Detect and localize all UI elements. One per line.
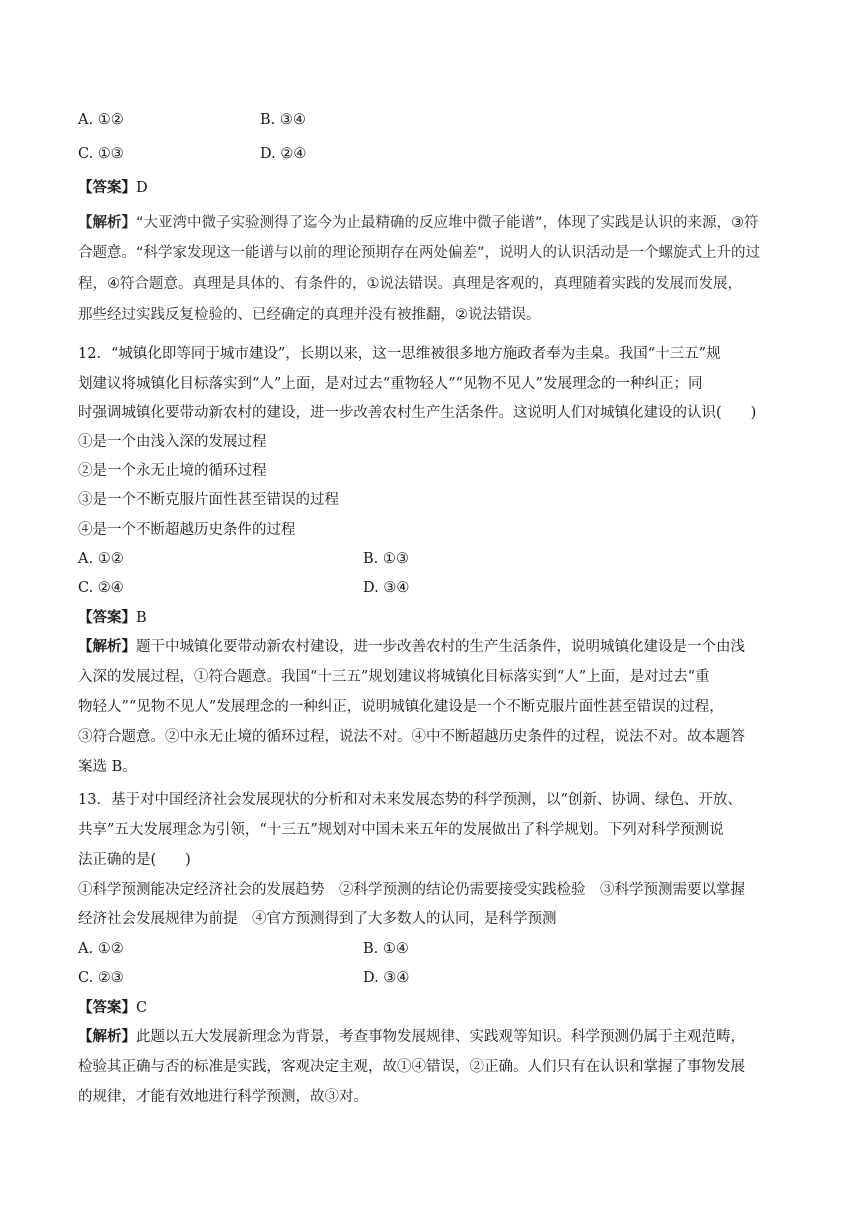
answer-value: B bbox=[136, 610, 147, 626]
q11-analysis-line: 【解析】“大亚湾中微子实验测得了迄今为止最精确的反应堆中微子能谱”，体现了实践是认识的来源，③符 bbox=[78, 215, 759, 231]
q11-answer bbox=[78, 178, 148, 198]
q13-analysis-line: 的规律，才能有效地进行科学预测，故③对。 bbox=[78, 1089, 368, 1105]
q13-stem-line: 13．基于对中国经济社会发展现状的分析和对未来发展态势的科学预测，以“创新、协调、绿色、开放、 bbox=[78, 792, 742, 808]
q12-analysis-line: 物轻人”“见物不见人”发展理念的一种纠正，说明城镇化建设是一个不断克服片面性甚至错误的过程， bbox=[78, 699, 724, 715]
answer-value: C bbox=[136, 1000, 148, 1016]
q11-option-a: A. ①② bbox=[78, 112, 124, 128]
q12-stem-line: 12．“城镇化即等同于城市建设”，长期以来，这一思维被很多地方施政者奉为圭臬。我国“十三五”规 bbox=[78, 346, 721, 362]
q12-answer bbox=[78, 608, 147, 628]
q12-stem-line: 时强调城镇化要带动新农村的建设，进一步改善农村生产生活条件。这说明人们对城镇化建设的认识( ) bbox=[78, 405, 757, 421]
q12-stem-line: 划建议将城镇化目标落实到“人”上面，是对过去“重物轻人”“见物不见人”发展理念的一种纠正；同 bbox=[78, 376, 703, 392]
q12-statement: ③是一个不断克服片面性甚至错误的过程 bbox=[78, 492, 339, 508]
q13-analysis-line: 【解析】此题以五大发展新理念为背景，考查事物发展规律、实践观等知识。科学预测仍属于主观范畴， bbox=[78, 1028, 745, 1045]
q11-analysis-line: 程，④符合题意。真理是具体的、有条件的，①说法错误。真理是客观的，真理随着实践的发展而发展， bbox=[78, 276, 742, 292]
q12-analysis-line: 【解析】题干中城镇化要带动新农村建设，进一步改善农村的生产生活条件，说明城镇化建设是一个由浅 bbox=[78, 638, 745, 655]
q13-option-c: C. ②③ bbox=[78, 970, 124, 986]
q11-analysis-line: 合题意。“科学家发现这一能谱与以前的理论预期存在两处偏差”，说明人的认识活动是一个螺旋式上升的过 bbox=[78, 245, 761, 261]
q13-stem-line: 法正确的是( ) bbox=[78, 852, 191, 868]
q12-option-a: A. ①② bbox=[78, 551, 124, 567]
q12-option-d: D. ③④ bbox=[363, 580, 410, 596]
q11-option-b: B. ③④ bbox=[260, 112, 306, 128]
q12-statement: ②是一个永无止境的循环过程 bbox=[78, 463, 267, 479]
q12-analysis-line: 入深的发展过程，①符合题意。我国“十三五”规划建议将城镇化目标落实到“人”上面，是对过去“重 bbox=[78, 669, 710, 685]
q13-statement: 经济社会发展规律为前提 ④官方预测得到了大多数人的认同，是科学预测 bbox=[78, 911, 557, 927]
answer-label: 【答案】 bbox=[78, 179, 136, 196]
q13-option-b: B. ①④ bbox=[363, 941, 409, 957]
answer-label: 【答案】 bbox=[78, 999, 136, 1016]
answer-value: D bbox=[136, 180, 148, 196]
q13-option-a: A. ①② bbox=[78, 941, 124, 957]
analysis-label: 【解析】 bbox=[78, 215, 136, 231]
q13-analysis-line: 检验其正确与否的标准是实践，客观决定主观，故①④错误，②正确。人们只有在认识和掌握了事物发展 bbox=[78, 1059, 745, 1075]
q11-option-c: C. ①③ bbox=[78, 146, 124, 162]
q11-option-d: D. ②④ bbox=[260, 146, 307, 162]
q12-option-b: B. ①③ bbox=[363, 551, 409, 567]
q13-statement: ①科学预测能决定经济社会的发展趋势 ②科学预测的结论仍需要接受实践检验 ③科学预测需要以掌握 bbox=[78, 882, 745, 898]
q12-statement: ①是一个由浅入深的发展过程 bbox=[78, 434, 267, 450]
analysis-label: 【解析】 bbox=[78, 1028, 136, 1045]
q12-statement: ④是一个不断超越历史条件的过程 bbox=[78, 522, 296, 538]
q11-analysis-line: 那些经过实践反复检验的、已经确定的真理并没有被推翻，②说法错误。 bbox=[78, 307, 541, 323]
q12-analysis-line: 案选 B。 bbox=[78, 759, 137, 775]
q12-option-c: C. ②④ bbox=[78, 580, 124, 596]
q13-answer bbox=[78, 998, 147, 1018]
answer-label: 【答案】 bbox=[78, 609, 136, 626]
q13-option-d: D. ③④ bbox=[363, 970, 410, 986]
q13-stem-line: 共享”五大发展理念为引领，“十三五”规划对中国未来五年的发展做出了科学规划。下列对科学预测说 bbox=[78, 822, 724, 838]
analysis-label: 【解析】 bbox=[78, 638, 136, 655]
q12-analysis-line: ③符合题意。②中永无止境的循环过程，说法不对。④中不断超越历史条件的过程，说法不对。故本题答 bbox=[78, 729, 745, 745]
